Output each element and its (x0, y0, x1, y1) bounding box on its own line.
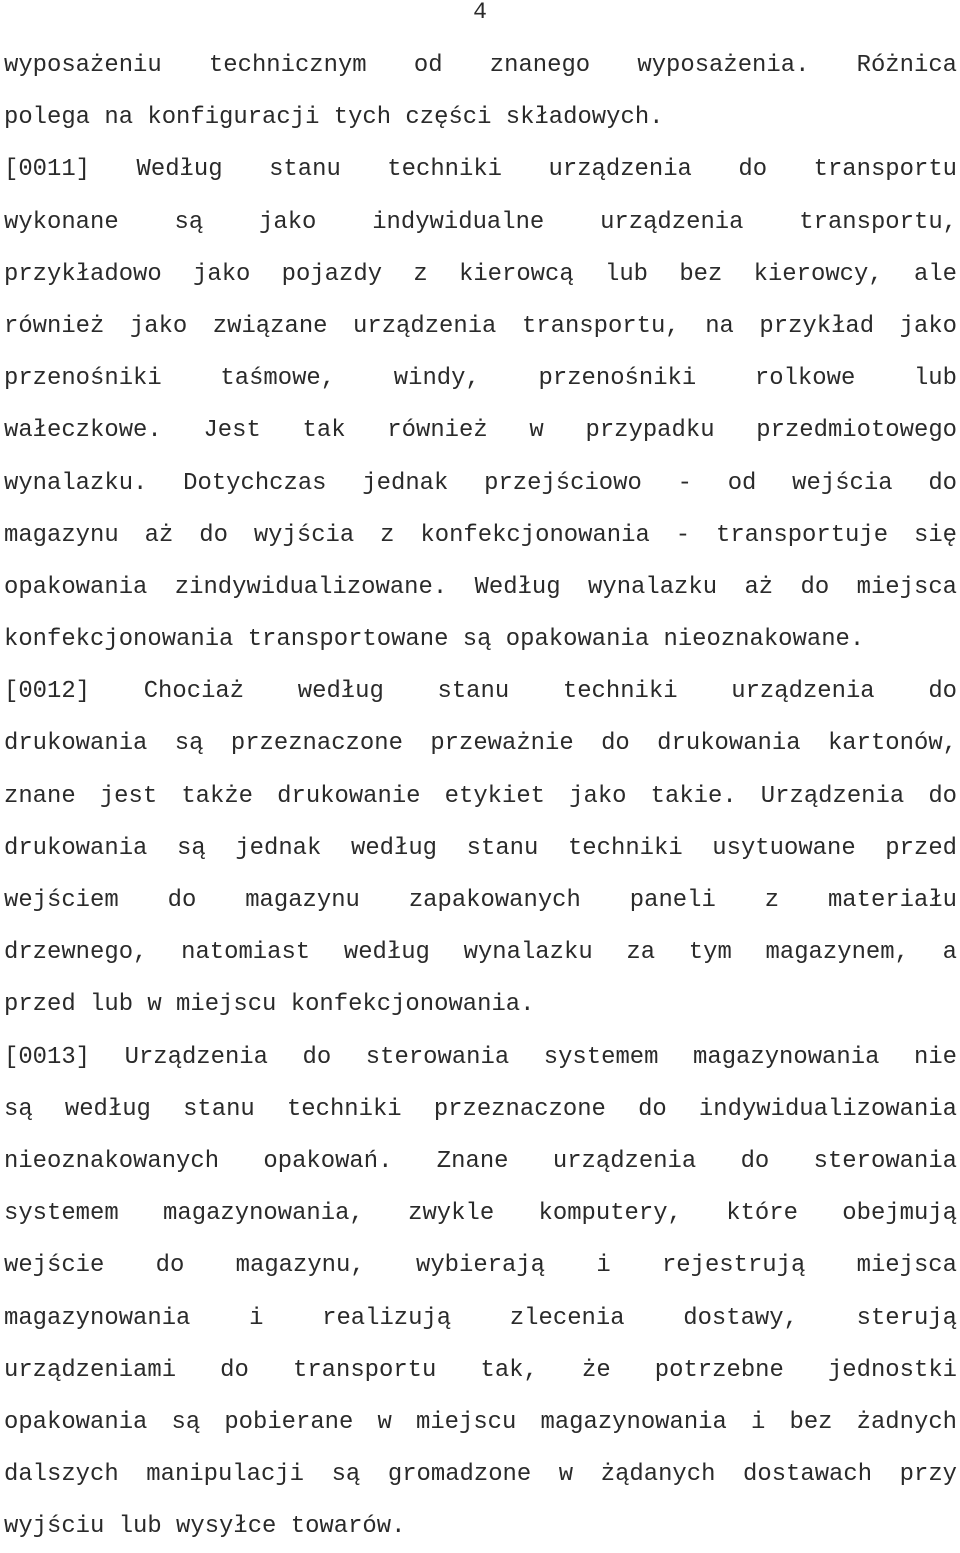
text-line: magazynu aż do wyjścia z konfekcjonowania - transportuje się (4, 521, 957, 549)
text-line: drukowania są przeznaczone przeważnie do drukowania kartonów, (4, 730, 957, 758)
text-line: również jako związane urządzenia transportu, na przykład jako (4, 312, 957, 340)
page-number: 4 (473, 0, 487, 25)
text-line: opakowania zindywidualizowane. Według wynalazku aż do miejsca (4, 573, 957, 601)
text-line: nieoznakowanych opakowań. Znane urządzenia do sterowania (4, 1147, 957, 1175)
text-line: przykładowo jako pojazdy z kierowcą lub bez kierowcy, ale (4, 260, 957, 288)
text-line: opakowania są pobierane w miejscu magazynowania i bez żadnych (4, 1408, 957, 1436)
text-line: wejściem do magazynu zapakowanych paneli z materiału (4, 887, 957, 914)
text-line: wykonane są jako indywidualne urządzenia transportu, (4, 208, 957, 236)
document-body (4, 40, 957, 1553)
text-line: [0011] Według stanu techniki urządzenia do transportu (4, 156, 957, 184)
text-line: przenośniki taśmowe, windy, przenośniki rolkowe lub (4, 365, 957, 393)
text-line: dalszych manipulacji są gromadzone w żądanych dostawach przy (4, 1461, 957, 1489)
text-line: wejście do magazynu, wybierają i rejestrują miejsca (4, 1252, 957, 1280)
text-line: wyposażeniu technicznym od znanego wyposażenia. Różnica (4, 52, 957, 79)
text-line: wynalazku. Dotychczas jednak przejściowo - od wejścia do (4, 469, 957, 497)
text-line: znane jest także drukowanie etykiet jako takie. Urządzenia do (4, 782, 957, 810)
text-line: drukowania są jednak według stanu techniki usytuowane przed (4, 834, 957, 862)
text-line: wałeczkowe. Jest tak również w przypadku przedmiotowego (4, 417, 957, 445)
text-line: są według stanu techniki przeznaczone do indywidualizowania (4, 1095, 957, 1123)
text-line: [0012] Chociaż według stanu techniki urządzenia do (4, 678, 957, 706)
text-line: wyjściu lub wysyłce towarów. (4, 1513, 406, 1541)
text-line: przed lub w miejscu konfekcjonowania. (4, 991, 535, 1019)
text-line: magazynowania i realizują zlecenia dostawy, sterują (4, 1304, 957, 1332)
text-line: [0013] Urządzenia do sterowania systemem magazynowania nie (4, 1043, 957, 1071)
text-line: konfekcjonowania transportowane są opakowania nieoznakowane. (4, 626, 865, 654)
text-line: systemem magazynowania, zwykle komputery, które obejmują (4, 1200, 957, 1228)
text-line: drzewnego, natomiast według wynalazku za tym magazynem, a (4, 939, 957, 967)
text-line: polega na konfiguracji tych części składowych. (4, 104, 664, 132)
text-line: urządzeniami do transportu tak, że potrzebne jednostki (4, 1356, 957, 1384)
